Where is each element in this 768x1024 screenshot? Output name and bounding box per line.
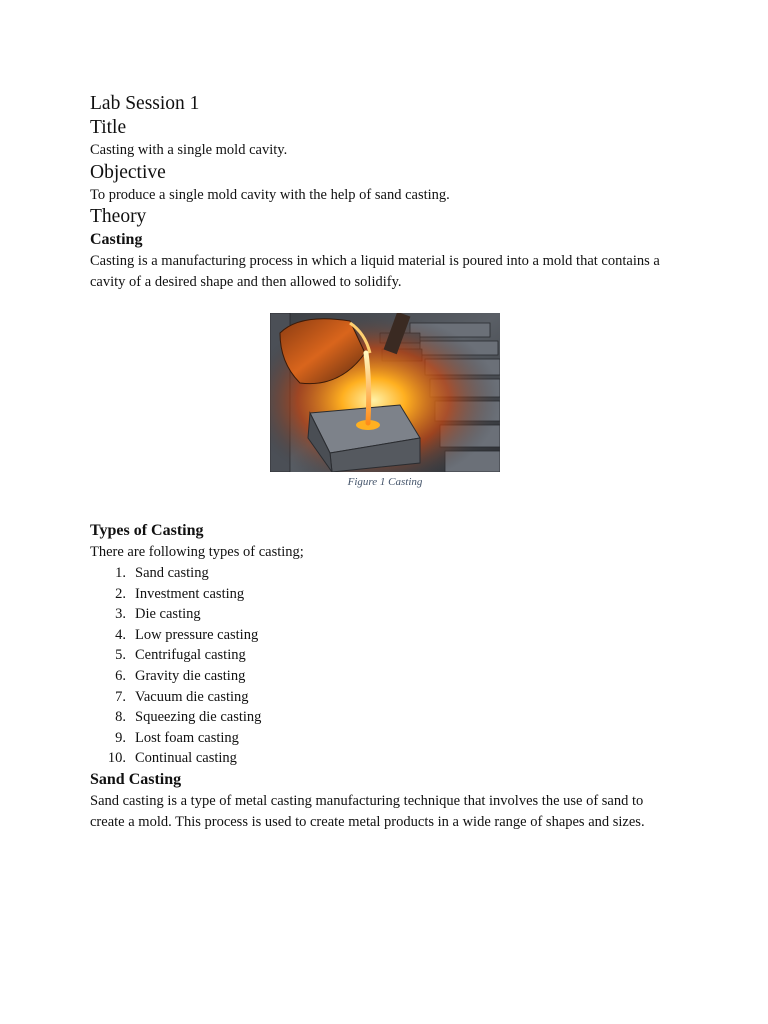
list-label: Investment casting — [135, 585, 245, 602]
list-label: Sand casting — [135, 564, 209, 581]
casting-heading: Casting — [90, 231, 143, 249]
types-list — [90, 563, 680, 769]
list-number: 5. — [115, 647, 126, 664]
casting-figure — [90, 313, 680, 489]
list-item — [90, 748, 680, 769]
types-intro: There are following types of casting; — [90, 544, 304, 561]
list-label: Die casting — [135, 606, 201, 623]
list-item — [90, 604, 680, 625]
list-label: Lost foam casting — [135, 729, 239, 746]
list-number: 2. — [115, 585, 126, 602]
list-number: 10. — [107, 750, 126, 767]
list-item — [90, 707, 680, 728]
list-label: Centrifugal casting — [135, 647, 246, 664]
sand-casting-heading: Sand Casting — [90, 770, 182, 788]
list-number: 7. — [115, 688, 126, 705]
list-item — [90, 563, 680, 584]
session-title: Lab Session 1 — [90, 93, 200, 114]
list-label: Gravity die casting — [135, 667, 246, 684]
casting-photo — [270, 313, 500, 472]
list-label: Vacuum die casting — [135, 688, 249, 705]
theory-heading: Theory — [90, 206, 147, 228]
list-item — [90, 728, 680, 749]
list-item — [90, 666, 680, 687]
list-item — [90, 645, 680, 666]
list-number: 6. — [115, 667, 126, 684]
list-label: Low pressure casting — [135, 626, 259, 643]
list-number: 1. — [115, 564, 126, 581]
casting-text: Casting is a manufacturing process in which a liquid material is poured into a mold that contains a cavity of a desired shape and then allowed to solidify. — [90, 253, 660, 290]
list-label: Continual casting — [135, 750, 237, 767]
figure-caption: Figure 1 Casting — [347, 476, 423, 489]
sand-casting-text: Sand casting is a type of metal casting manufacturing technique that involves the use of sand to create a mold. This process is used to create metal products in a wide range of shapes and sizes. — [90, 792, 645, 830]
document-body — [90, 92, 680, 832]
list-item — [90, 584, 680, 605]
objective-heading: Objective — [90, 161, 166, 183]
list-number: 4. — [115, 626, 126, 643]
list-item — [90, 687, 680, 708]
title-text: Casting with a single mold cavity. — [90, 142, 288, 158]
types-heading: Types of Casting — [90, 522, 204, 540]
list-label: Squeezing die casting — [135, 709, 262, 726]
list-item — [90, 625, 680, 646]
list-number: 9. — [115, 729, 126, 746]
objective-text: To produce a single mold cavity with the help of sand casting. — [90, 186, 450, 203]
list-number: 3. — [115, 606, 126, 623]
list-number: 8. — [115, 709, 126, 726]
title-heading: Title — [90, 117, 127, 138]
